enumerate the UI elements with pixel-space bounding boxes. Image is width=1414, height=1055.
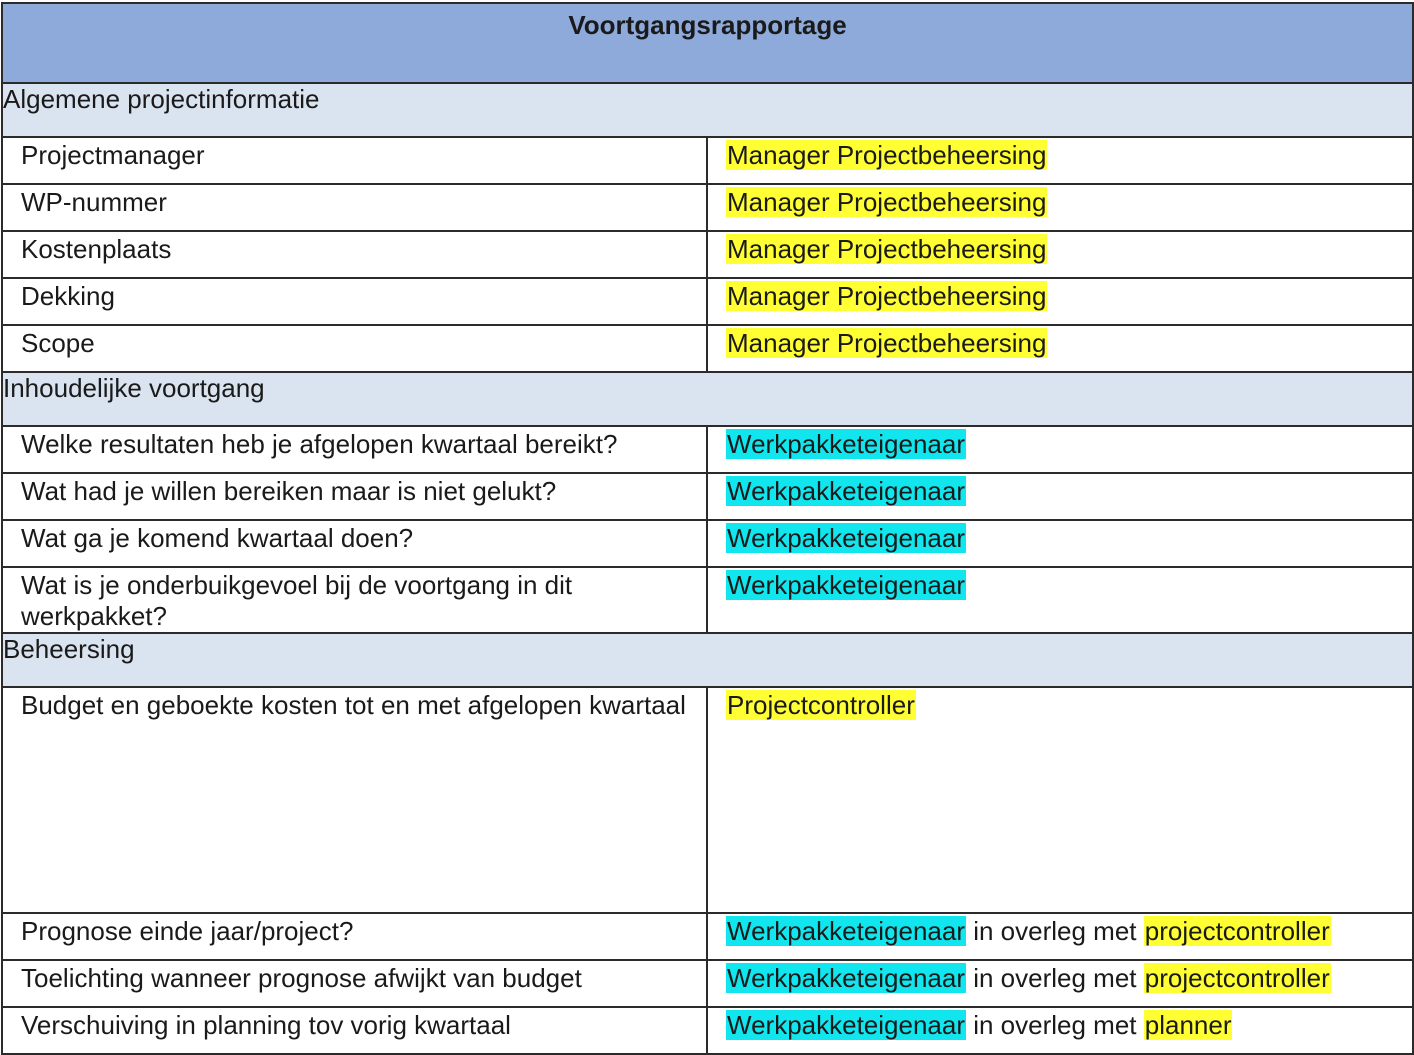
- row-value: [707, 567, 1413, 633]
- table-row: [2, 567, 1413, 633]
- report-title-cell: [2, 3, 1413, 83]
- value-part: Manager Projectbeheersing: [727, 187, 1047, 217]
- table-row: [2, 184, 1413, 231]
- progress-report-table: [1, 2, 1414, 1055]
- value-part: Manager Projectbeheersing: [727, 328, 1047, 358]
- row-value: [707, 1007, 1413, 1054]
- row-label: WP-nummer: [2, 184, 707, 231]
- row-label: Projectmanager: [2, 137, 707, 184]
- table-row: [2, 913, 1413, 960]
- row-label: Wat ga je komend kwartaal doen?: [2, 520, 707, 567]
- table-row: [2, 278, 1413, 325]
- row-label: Wat had je willen bereiken maar is niet gelukt?: [2, 473, 707, 520]
- value-part: Werkpakketeigenaar: [727, 476, 965, 506]
- section-header: [2, 83, 1413, 137]
- table-row: [2, 426, 1413, 473]
- value-part: planner: [1144, 1010, 1232, 1040]
- value-part: in overleg met: [966, 916, 1144, 946]
- row-label: Dekking: [2, 278, 707, 325]
- row-value: [707, 473, 1413, 520]
- row-label: Wat is je onderbuikgevoel bij de voortgang in dit werkpakket?: [2, 567, 707, 633]
- row-value: [707, 913, 1413, 960]
- value-part: Projectcontroller: [727, 690, 915, 720]
- row-label: Toelichting wanneer prognose afwijkt van budget: [2, 960, 707, 1007]
- row-value: [707, 325, 1413, 372]
- title-row: [2, 3, 1413, 83]
- row-label: Prognose einde jaar/project?: [2, 913, 707, 960]
- section-header: [2, 633, 1413, 687]
- row-value: [707, 520, 1413, 567]
- table-row: [2, 960, 1413, 1007]
- row-value: [707, 687, 1413, 913]
- value-part: projectcontroller: [1144, 963, 1330, 993]
- table-row: [2, 325, 1413, 372]
- section-heading: Beheersing: [2, 633, 1413, 687]
- table-row: [2, 1007, 1413, 1054]
- row-value: [707, 426, 1413, 473]
- row-value: [707, 960, 1413, 1007]
- row-label: Verschuiving in planning tov vorig kwartaal: [2, 1007, 707, 1054]
- row-value: [707, 278, 1413, 325]
- value-part: Werkpakketeigenaar: [727, 523, 965, 553]
- value-part: Werkpakketeigenaar: [727, 570, 965, 600]
- value-part: in overleg met: [966, 1010, 1144, 1040]
- value-part: Manager Projectbeheersing: [727, 140, 1047, 170]
- row-label: Scope: [2, 325, 707, 372]
- section-heading: Inhoudelijke voortgang: [2, 372, 1413, 426]
- value-part: Manager Projectbeheersing: [727, 281, 1047, 311]
- row-value: [707, 184, 1413, 231]
- table-row: [2, 137, 1413, 184]
- table-row: [2, 520, 1413, 567]
- row-label: Budget en geboekte kosten tot en met afgelopen kwartaal: [2, 687, 707, 913]
- value-part: Werkpakketeigenaar: [727, 916, 965, 946]
- value-part: projectcontroller: [1144, 916, 1330, 946]
- row-value: [707, 231, 1413, 278]
- table-row: [2, 473, 1413, 520]
- value-part: Werkpakketeigenaar: [727, 429, 965, 459]
- row-label: Welke resultaten heb je afgelopen kwartaal bereikt?: [2, 426, 707, 473]
- report-title: Voortgangsrapportage: [568, 10, 847, 40]
- table-row: [2, 687, 1413, 913]
- value-part: Werkpakketeigenaar: [727, 963, 965, 993]
- row-label: Kostenplaats: [2, 231, 707, 278]
- table-row: [2, 231, 1413, 278]
- section-heading: Algemene projectinformatie: [2, 83, 1413, 137]
- value-part: Manager Projectbeheersing: [727, 234, 1047, 264]
- section-header: [2, 372, 1413, 426]
- value-part: in overleg met: [966, 963, 1144, 993]
- row-value: [707, 137, 1413, 184]
- value-part: Werkpakketeigenaar: [727, 1010, 965, 1040]
